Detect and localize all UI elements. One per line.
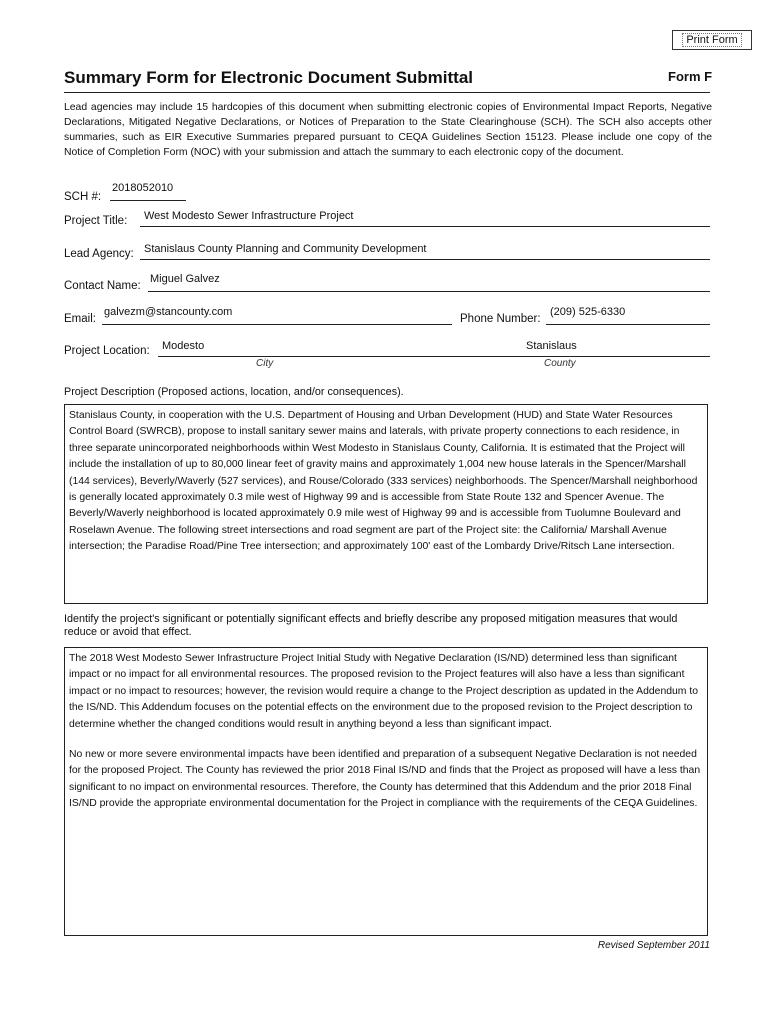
description-text: Stanislaus County, in cooperation with the U.S. Department of Housing and Urban Development (HUD) and State Water Resources Control Board (SWRCB), propose to install sanitary sewer mains and laterals, with private property connections to each residence, in three separate unincorporated neighborhoods within West Modesto in Stanislaus County, California. It is estimated that the Project will include the installation of up to 80,000 linear feet of gravity mains and approximately 1,004 new house laterals in the Spencer/Marshall (144 services), Beverly/Waverly (527 services), and Rouse/Colorado (333 services) neighborhoods. The Spencer/Marshall neighborhood is generally located approximately 0.3 mile west of Highway 99 and is accessible from State Route 132 and Spencer Avenue. The Beverly/Waverly neighborhood is located approximately 0.9 mile west of Highway 99 and is accessible from Tuolumne Boulevard and Roselawn Avenue. The following street intersections and road segment are part of the Project site: the California/ Marshall Avenue intersection; the Paradise Road/Pine Tree intersection; and approximately 100' east of the Lombardy Drive/Ritsch Lane intersection. [69, 410, 698, 553]
email-label: Email: [64, 313, 96, 325]
location-county-value[interactable]: Stanislaus [526, 340, 577, 352]
phone-underline [546, 324, 710, 325]
contact-name-label: Contact Name: [64, 280, 141, 292]
phone-value[interactable]: (209) 525-6330 [550, 306, 626, 318]
sch-value[interactable]: 2018052010 [112, 182, 174, 194]
project-location-underline [158, 356, 710, 357]
description-textbox[interactable] [64, 404, 708, 604]
effects-textbox[interactable] [64, 647, 708, 936]
project-title-value[interactable]: West Modesto Sewer Infrastructure Project [144, 210, 354, 222]
print-form-label: Print Form [682, 33, 741, 47]
contact-name-value[interactable]: Miguel Galvez [150, 273, 220, 285]
page-title: Summary Form for Electronic Document Submittal [64, 68, 474, 87]
project-location-label: Project Location: [64, 345, 150, 357]
sch-label: SCH #: [64, 191, 102, 203]
contact-name-underline [148, 291, 710, 292]
lead-agency-label: Lead Agency: [64, 248, 134, 260]
email-value[interactable]: galvezm@stancounty.com [104, 306, 233, 318]
county-caption: County [544, 358, 576, 369]
city-caption: City [256, 358, 274, 369]
phone-label: Phone Number: [460, 313, 541, 325]
lead-agency-value[interactable]: Stanislaus County Planning and Community Development [144, 243, 427, 255]
project-title-underline [140, 226, 710, 227]
sch-underline [110, 200, 186, 201]
description-label: Project Description (Proposed actions, location, and/or consequences). [64, 386, 404, 398]
effects-paragraph-2: No new or more severe environmental impacts have been identified and preparation of a subsequent Negative Declaration is not needed for the proposed Project. The County has reviewed the prior 2018 Final IS/ND and finds that the Project as proposed will have a less than significant to no impact on environmental resources. Therefore, the County has determined that this Addendum and the prior 2018 Final IS/ND provide the appropriate environmental documentation for the Project in compliance with the requirements of the CEQA Guidelines. [69, 749, 701, 810]
project-title-label: Project Title: [64, 215, 128, 227]
print-form-button[interactable] [672, 30, 752, 50]
location-city-value[interactable]: Modesto [162, 340, 205, 352]
intro-paragraph: Lead agencies may include 15 hardcopies of this document when submitting electronic copies of Environmental Impact Reports, Negative Declarations, Mitigated Negative Declarations, or Notices of Preparation to the State Clearinghouse (SCH). The SCH also accepts other summaries, such as EIR Executive Summaries prepared pursuant to CEQA Guidelines Section 15123. Please include one copy of the Notice of Completion Form (NOC) with your submission and attach the summary to each electronic copy of the document. [64, 102, 712, 158]
lead-agency-underline [140, 259, 710, 260]
effects-paragraph-1: The 2018 West Modesto Sewer Infrastructure Project Initial Study with Negative Declaration (IS/ND) determined less than significant impact or no impact for all environmental resources. The proposed revision to the Project features will also have a less than significant impact or no impact to resources; however, the revision would require a change to the Project description as updated in the Addendum to the IS/ND. This Addendum focuses on the potential effects on the environment due to the proposed revision to the Project description to determine whether the changed conditions would result in anything beyond a less than significant impact. [69, 653, 698, 730]
effects-label: Identify the project's significant or potentially significant effects and briefly describe any proposed mitigation measures that would reduce or avoid that effect. [64, 613, 678, 638]
form-id: Form F [668, 69, 713, 84]
title-divider [64, 92, 710, 93]
revised-date: Revised September 2011 [597, 940, 710, 951]
email-underline [102, 324, 452, 325]
